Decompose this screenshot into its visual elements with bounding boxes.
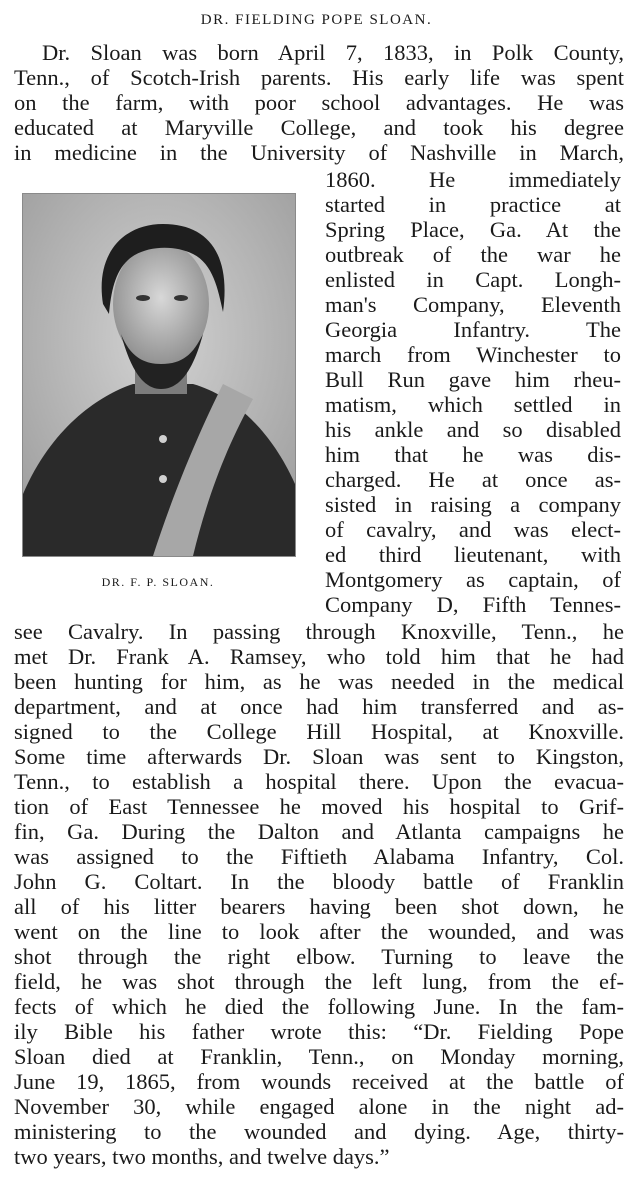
text-line: November 30, while engaged alone in the night ad- — [14, 1094, 624, 1119]
portrait-image — [23, 194, 295, 556]
text-line: John G. Coltart. In the bloody battle of Franklin — [14, 869, 624, 894]
text-line: charged. He at once as- — [325, 467, 621, 492]
text-line: on the farm, with poor school advantages. He was — [14, 90, 624, 115]
text-line: signed to the College Hill Hospital, at Knoxville. — [14, 719, 624, 744]
text-line: matism, which settled in — [325, 392, 621, 417]
text-line: ily Bible his father wrote this: “Dr. Fielding Pope — [14, 1019, 624, 1044]
text-line: march from Winchester to — [325, 342, 621, 367]
text-line: was assigned to the Fiftieth Alabama Infantry, Col. — [14, 844, 624, 869]
portrait-caption: DR. F. P. SLOAN. — [101, 575, 215, 589]
text-line: Tenn., to establish a hospital there. Upon the evacua- — [14, 769, 624, 794]
text-line: enlisted in Capt. Longh- — [325, 267, 621, 292]
text-line: Spring Place, Ga. At the — [325, 217, 621, 242]
text-line: of cavalry, and was elect- — [325, 517, 621, 542]
text-line: him that he was dis- — [325, 442, 621, 467]
text-line: shot through the right elbow. Turning to leave the — [14, 944, 624, 969]
text-line: Tenn., of Scotch-Irish parents. His early life was spent — [14, 65, 624, 90]
text-line: his ankle and so disabled — [325, 417, 621, 442]
text-line: tion of East Tennessee he moved his hospital to Grif- — [14, 794, 624, 819]
text-line: Sloan died at Franklin, Tenn., on Monday morning, — [14, 1044, 624, 1069]
text-line: two years, two months, and twelve days.” — [14, 1144, 390, 1169]
text-line: sisted in raising a company — [325, 492, 621, 517]
text-line: ministering to the wounded and dying. Age, thirty- — [14, 1119, 624, 1144]
text-line: Bull Run gave him rheu- — [325, 367, 621, 392]
text-line: man's Company, Eleventh — [325, 292, 621, 317]
text-line: fects of which he died the following June. In the fam- — [14, 994, 624, 1019]
text-line: outbreak of the war he — [325, 242, 621, 267]
text-line: met Dr. Frank A. Ramsey, who told him that he had — [14, 644, 624, 669]
text-line: department, and at once had him transferred and as- — [14, 694, 624, 719]
portrait-photo — [22, 193, 296, 557]
text-line: 1860. He immediately — [325, 167, 621, 192]
text-line: in medicine in the University of Nashville in March, — [14, 140, 624, 165]
text-line: June 19, 1865, from wounds received at the battle of — [14, 1069, 624, 1094]
text-line: ed third lieutenant, with — [325, 542, 621, 567]
text-line: fin, Ga. During the Dalton and Atlanta campaigns he — [14, 819, 624, 844]
text-line: Company D, Fifth Tennes- — [325, 592, 621, 617]
text-line: went on the line to look after the wounded, and was — [14, 919, 624, 944]
text-line: see Cavalry. In passing through Knoxville, Tenn., he — [14, 619, 624, 644]
text-line: Montgomery as captain, of — [325, 567, 621, 592]
article-title: DR. FIELDING POPE SLOAN. — [200, 12, 433, 28]
text-line: been hunting for him, as he was needed in the medical — [14, 669, 624, 694]
text-line: field, he was shot through the left lung, from the ef- — [14, 969, 624, 994]
text-line: Some time afterwards Dr. Sloan was sent to Kingston, — [14, 744, 624, 769]
text-line: Dr. Sloan was born April 7, 1833, in Polk County, — [42, 40, 624, 65]
text-line: Georgia Infantry. The — [325, 317, 621, 342]
text-line: started in practice at — [325, 192, 621, 217]
text-line: educated at Maryville College, and took his degree — [14, 115, 624, 140]
text-line: all of his litter bearers having been shot down, he — [14, 894, 624, 919]
